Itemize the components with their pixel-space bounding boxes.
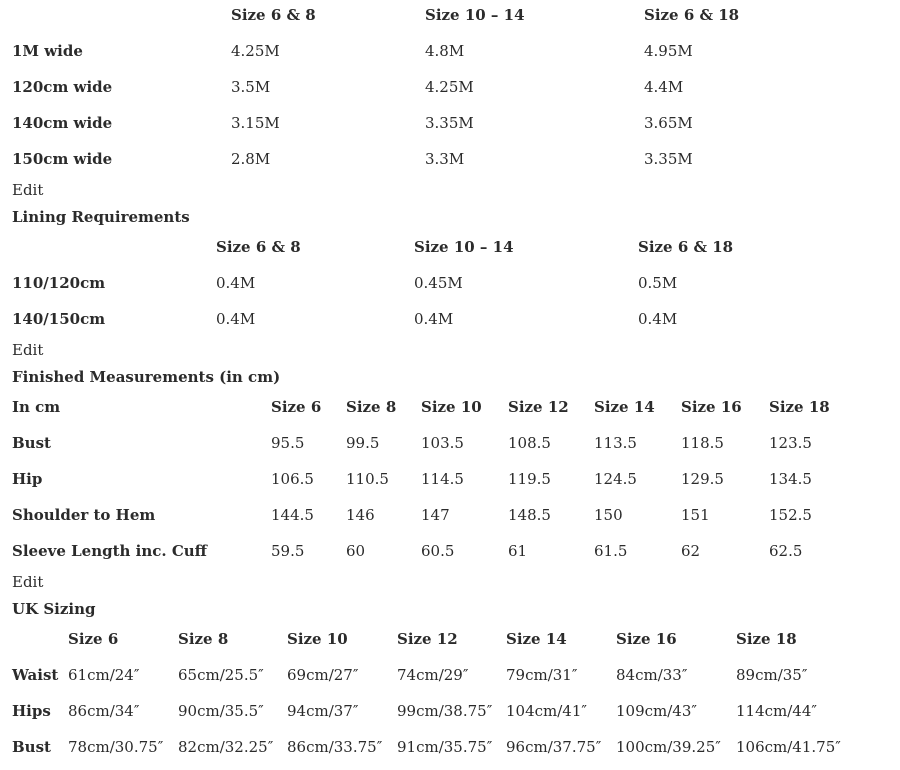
uk-cell: 78cm/30.75″: [68, 738, 164, 756]
uk-header: Size 10: [287, 630, 348, 648]
uk-cell: 114cm/44″: [736, 702, 817, 720]
fabric-header-col-1: Size 6 & 8: [231, 6, 316, 24]
lining-header-col-2: Size 10 – 14: [414, 238, 514, 256]
finished-cell: 147: [421, 506, 450, 524]
lining-header-col-1: Size 6 & 8: [216, 238, 301, 256]
uk-cell: 100cm/39.25″: [616, 738, 721, 756]
finished-header: Size 18: [769, 398, 830, 416]
finished-header: Size 14: [594, 398, 655, 416]
lining-cell: 0.4M: [216, 274, 256, 292]
uk-cell: 79cm/31″: [506, 666, 578, 684]
uk-header: Size 18: [736, 630, 797, 648]
lining-title: Lining Requirements: [12, 208, 190, 226]
uk-cell: 65cm/25.5″: [178, 666, 264, 684]
uk-header: Size 6: [68, 630, 119, 648]
finished-cell: 108.5: [508, 434, 551, 452]
finished-cell: 59.5: [271, 542, 305, 560]
finished-cell: 95.5: [271, 434, 305, 452]
finished-header: Size 12: [508, 398, 569, 416]
finished-title: Finished Measurements (in cm): [12, 368, 281, 386]
uk-header: Size 8: [178, 630, 229, 648]
fabric-cell: 4.25M: [425, 78, 474, 96]
finished-cell: 148.5: [508, 506, 551, 524]
fabric-cell: 3.35M: [644, 150, 693, 168]
finished-cell: 113.5: [594, 434, 637, 452]
uk-row-label: Waist: [12, 666, 59, 684]
fabric-header-col-3: Size 6 & 18: [644, 6, 740, 24]
lining-header-col-3: Size 6 & 18: [638, 238, 734, 256]
lining-cell: 0.5M: [638, 274, 678, 292]
fabric-cell: 4.8M: [425, 42, 465, 60]
uk-cell: 69cm/27″: [287, 666, 359, 684]
finished-cell: 62.5: [769, 542, 803, 560]
uk-cell: 74cm/29″: [397, 666, 469, 684]
fabric-cell: 4.4M: [644, 78, 684, 96]
finished-cell: 99.5: [346, 434, 380, 452]
uk-cell: 104cm/41″: [506, 702, 587, 720]
finished-row-label: Sleeve Length inc. Cuff: [12, 542, 207, 560]
finished-cell: 152.5: [769, 506, 812, 524]
lining-cell: 0.4M: [638, 310, 678, 328]
fabric-cell: 3.65M: [644, 114, 693, 132]
finished-header: Size 10: [421, 398, 482, 416]
lining-row-label: 110/120cm: [12, 274, 106, 292]
uk-header: Size 12: [397, 630, 458, 648]
uk-cell: 96cm/37.75″: [506, 738, 602, 756]
finished-row-label: Bust: [12, 434, 51, 452]
finished-cell: 106.5: [271, 470, 314, 488]
fabric-cell: 4.25M: [231, 42, 280, 60]
uk-cell: 82cm/32.25″: [178, 738, 274, 756]
fabric-cell: 2.8M: [231, 150, 271, 168]
lining-cell: 0.4M: [216, 310, 256, 328]
uk-header: Size 16: [616, 630, 677, 648]
uk-row-label: Bust: [12, 738, 51, 756]
finished-cell: 103.5: [421, 434, 464, 452]
uk-cell: 86cm/33.75″: [287, 738, 383, 756]
finished-cell: 118.5: [681, 434, 724, 452]
fabric-cell: 3.5M: [231, 78, 271, 96]
finished-cell: 110.5: [346, 470, 389, 488]
finished-cell: 61.5: [594, 542, 628, 560]
fabric-cell: 3.35M: [425, 114, 474, 132]
uk-sizing-title: UK Sizing: [12, 600, 96, 618]
lining-cell: 0.4M: [414, 310, 454, 328]
uk-cell: 61cm/24″: [68, 666, 140, 684]
lining-edit-link[interactable]: Edit: [12, 341, 44, 359]
finished-cell: 123.5: [769, 434, 812, 452]
finished-header: Size 8: [346, 398, 397, 416]
uk-cell: 84cm/33″: [616, 666, 688, 684]
finished-corner-label: In cm: [12, 398, 61, 416]
finished-cell: 124.5: [594, 470, 637, 488]
fabric-row-label: 1M wide: [12, 42, 83, 60]
finished-cell: 146: [346, 506, 375, 524]
finished-cell: 134.5: [769, 470, 812, 488]
finished-cell: 60: [346, 542, 366, 560]
uk-cell: 86cm/34″: [68, 702, 140, 720]
finished-cell: 129.5: [681, 470, 724, 488]
finished-cell: 61: [508, 542, 528, 560]
uk-row-label: Hips: [12, 702, 51, 720]
finished-header: Size 16: [681, 398, 742, 416]
finished-cell: 119.5: [508, 470, 551, 488]
finished-row-label: Hip: [12, 470, 43, 488]
finished-cell: 62: [681, 542, 701, 560]
uk-cell: 89cm/35″: [736, 666, 808, 684]
uk-cell: 106cm/41.75″: [736, 738, 841, 756]
finished-cell: 150: [594, 506, 623, 524]
uk-cell: 90cm/35.5″: [178, 702, 264, 720]
uk-cell: 91cm/35.75″: [397, 738, 493, 756]
lining-cell: 0.45M: [414, 274, 463, 292]
finished-edit-link[interactable]: Edit: [12, 573, 44, 591]
uk-cell: 99cm/38.75″: [397, 702, 493, 720]
uk-header: Size 14: [506, 630, 567, 648]
uk-cell: 109cm/43″: [616, 702, 697, 720]
finished-row-label: Shoulder to Hem: [12, 506, 156, 524]
fabric-cell: 4.95M: [644, 42, 693, 60]
fabric-cell: 3.15M: [231, 114, 280, 132]
fabric-row-label: 150cm wide: [12, 150, 113, 168]
finished-cell: 144.5: [271, 506, 314, 524]
fabric-cell: 3.3M: [425, 150, 465, 168]
uk-cell: 94cm/37″: [287, 702, 359, 720]
finished-cell: 60.5: [421, 542, 455, 560]
fabric-row-label: 140cm wide: [12, 114, 113, 132]
finished-cell: 151: [681, 506, 710, 524]
fabric-row-label: 120cm wide: [12, 78, 113, 96]
finished-cell: 114.5: [421, 470, 464, 488]
lining-row-label: 140/150cm: [12, 310, 106, 328]
fabric-header-col-2: Size 10 – 14: [425, 6, 525, 24]
fabric-edit-link[interactable]: Edit: [12, 181, 44, 199]
finished-header: Size 6: [271, 398, 322, 416]
